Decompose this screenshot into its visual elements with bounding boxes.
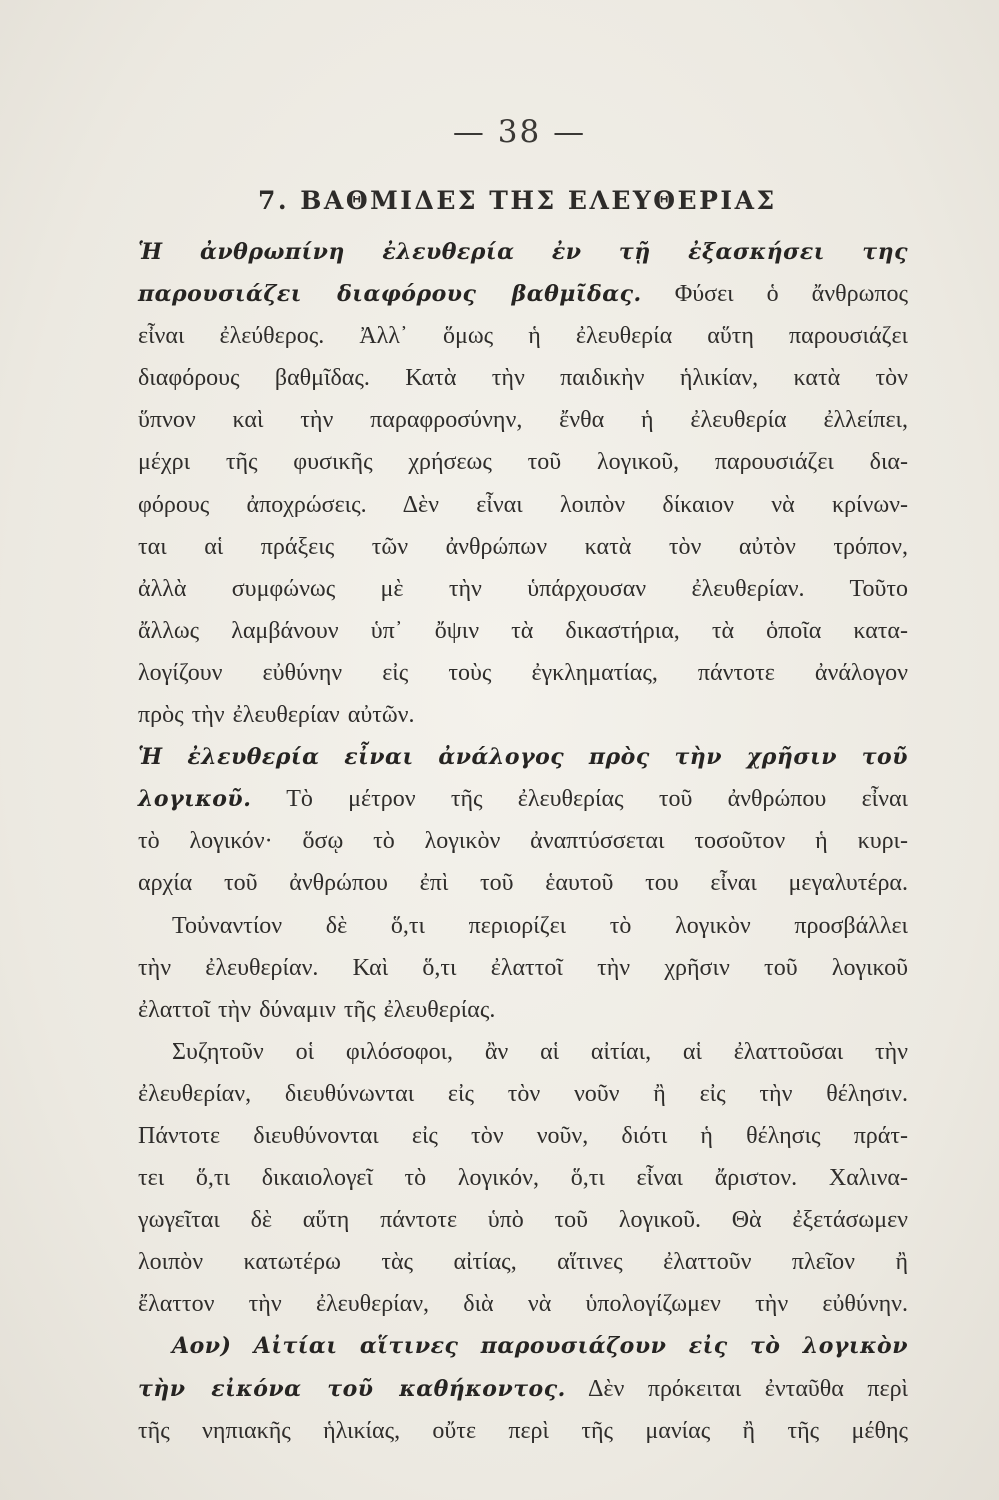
- text-line: [138, 231, 908, 273]
- line-text: ται αἱ πράξεις τῶν ἀνθρώπων κατὰ τὸν αὐτὸν τρόπον,: [138, 533, 908, 560]
- line-text: διαφόρους βαθμῖδας. Κατὰ τὴν παιδικὴν ἡλικίαν, κατὰ τὸν: [138, 365, 908, 392]
- line-text: μέχρι τῆς φυσικῆς χρήσεως τοῦ λογικοῦ, παρουσιάζει δια-: [138, 449, 908, 476]
- text-line: [138, 1115, 908, 1157]
- emphasized-text: λογικοῦ.: [138, 786, 252, 813]
- line-text: Συζητοῦν οἱ φιλόσοφοι, ἂν αἱ αἰτίαι, αἱ ἐλαττοῦσαι τὴν: [172, 1038, 908, 1065]
- text-line: [138, 1283, 908, 1325]
- line-text: φόρους ἀποχρώσεις. Δὲν εἶναι λοιπὸν δίκαιον νὰ κρίνων-: [138, 491, 908, 518]
- text-line: [138, 1241, 908, 1283]
- chapter-title: 7. ΒΑΘΜΙΔΕΣ ΤΗΣ ΕΛΕΥΘΕΡΙΑΣ: [258, 186, 777, 215]
- line-text: τει ὅ,τι δικαιολογεῖ τὸ λογικόν, ὅ,τι εἶναι ἄριστον. Χαλινα-: [138, 1165, 908, 1192]
- text-line: [138, 1410, 908, 1452]
- line-text: Τὸ μέτρον τῆς ἐλευθερίας τοῦ ἀνθρώπου εἶναι: [251, 786, 908, 813]
- line-text: Φύσει ὁ ἄνθρωπος: [641, 281, 908, 308]
- text-line: [138, 526, 908, 568]
- page-number: — 38 —: [452, 114, 587, 150]
- text-line: [138, 1157, 908, 1199]
- line-text: τῆς νηπιακῆς ἡλικίας, οὔτε περὶ τῆς μανίας ἢ τῆς μέθης: [138, 1417, 908, 1444]
- text-line: [138, 484, 908, 526]
- text-line: [138, 652, 908, 694]
- line-text: πρὸς τὴν ἐλευθερίαν αὐτῶν.: [138, 702, 415, 729]
- line-text: Πάντοτε διευθύνονται εἰς τὸν νοῦν, διότι ἡ θέλησις πράτ-: [138, 1122, 908, 1149]
- line-text: ἄλλως λαμβάνουν ὑπ᾽ ὄψιν τὰ δικαστήρια, τὰ ὁποῖα κατα-: [138, 617, 908, 644]
- line-text: λογίζουν εὐθύνην εἰς τοὺς ἐγκληματίας, πάντοτε ἀνάλογον: [138, 659, 908, 686]
- emphasized-text: παρουσιάζει διαφόρους βαθμῖδας.: [138, 281, 642, 308]
- body-text: [138, 231, 908, 1452]
- text-line: [138, 947, 908, 989]
- emphasized-text: Ἡ ἐλευθερία εἶναι ἀνάλογος πρὸς τὴν χρῆσιν τοῦ: [138, 744, 908, 771]
- text-line: [138, 315, 908, 357]
- line-text: ἐλευθερίαν, διευθύνωνται εἰς τὸν νοῦν ἢ εἰς τὴν θέλησιν.: [138, 1080, 908, 1107]
- text-line: [138, 862, 908, 904]
- text-line: [138, 694, 908, 736]
- text-line: [138, 610, 908, 652]
- text-line: [138, 1031, 908, 1073]
- line-text: ἔλαττον τὴν ἐλευθερίαν, διὰ νὰ ὑπολογίζωμεν τὴν εὐθύνην.: [138, 1291, 908, 1318]
- text-line: [138, 441, 908, 483]
- text-line: [138, 399, 908, 441]
- line-text: ἐλαττοῖ τὴν δύναμιν τῆς ἐλευθερίας.: [138, 996, 496, 1023]
- text-line: [138, 778, 908, 820]
- line-text: αρχία τοῦ ἀνθρώπου ἐπὶ τοῦ ἑαυτοῦ του εἶναι μεγαλυτέρα.: [138, 870, 908, 897]
- emphasized-text: Αον) Αἰτίαι αἵτινες παρουσιάζουν εἰς τὸ λογικὸν: [172, 1333, 908, 1360]
- emphasized-text: Ἡ ἀνθρωπίνη ἐλευθερία ἐν τῇ ἐξασκήσει της: [138, 239, 908, 265]
- line-text: Τοὐναντίον δὲ ὅ,τι περιορίζει τὸ λογικὸν προσβάλλει: [172, 912, 908, 939]
- text-line: [138, 1199, 908, 1241]
- line-text: λοιπὸν κατωτέρω τὰς αἰτίας, αἵτινες ἐλαττοῦν πλεῖον ἢ: [138, 1249, 908, 1276]
- text-line: [138, 273, 908, 315]
- text-line: [138, 568, 908, 610]
- line-text: εἶναι ἐλεύθερος. Ἀλλ᾽ ὅμως ἡ ἐλευθερία αὕτη παρουσιάζει: [138, 323, 908, 350]
- text-line: [138, 1368, 908, 1410]
- text-line: [138, 1073, 908, 1115]
- text-line: [138, 1325, 908, 1367]
- text-line: [138, 820, 908, 862]
- line-text: τὴν ἐλευθερίαν. Καὶ ὅ,τι ἐλαττοῖ τὴν χρῆσιν τοῦ λογικοῦ: [138, 954, 908, 981]
- line-text: γωγεῖται δὲ αὕτη πάντοτε ὑπὸ τοῦ λογικοῦ. Θὰ ἐξετάσωμεν: [138, 1207, 908, 1234]
- line-text: Δὲν πρόκειται ἐνταῦθα περὶ: [565, 1375, 908, 1402]
- line-text: ὕπνον καὶ τὴν παραφροσύνην, ἔνθα ἡ ἐλευθερία ἐλλείπει,: [138, 407, 908, 434]
- emphasized-text: τὴν εἰκόνα τοῦ καθήκοντος.: [138, 1375, 566, 1402]
- text-line: [138, 989, 908, 1031]
- text-line: [138, 357, 908, 399]
- text-line: [138, 736, 908, 778]
- line-text: ἀλλὰ συμφώνως μὲ τὴν ὑπάρχουσαν ἐλευθερίαν. Τοῦτο: [138, 575, 908, 602]
- line-text: τὸ λογικόν· ὅσῳ τὸ λογικὸν ἀναπτύσσεται τοσοῦτον ἡ κυρι-: [138, 828, 908, 855]
- text-line: [138, 905, 908, 947]
